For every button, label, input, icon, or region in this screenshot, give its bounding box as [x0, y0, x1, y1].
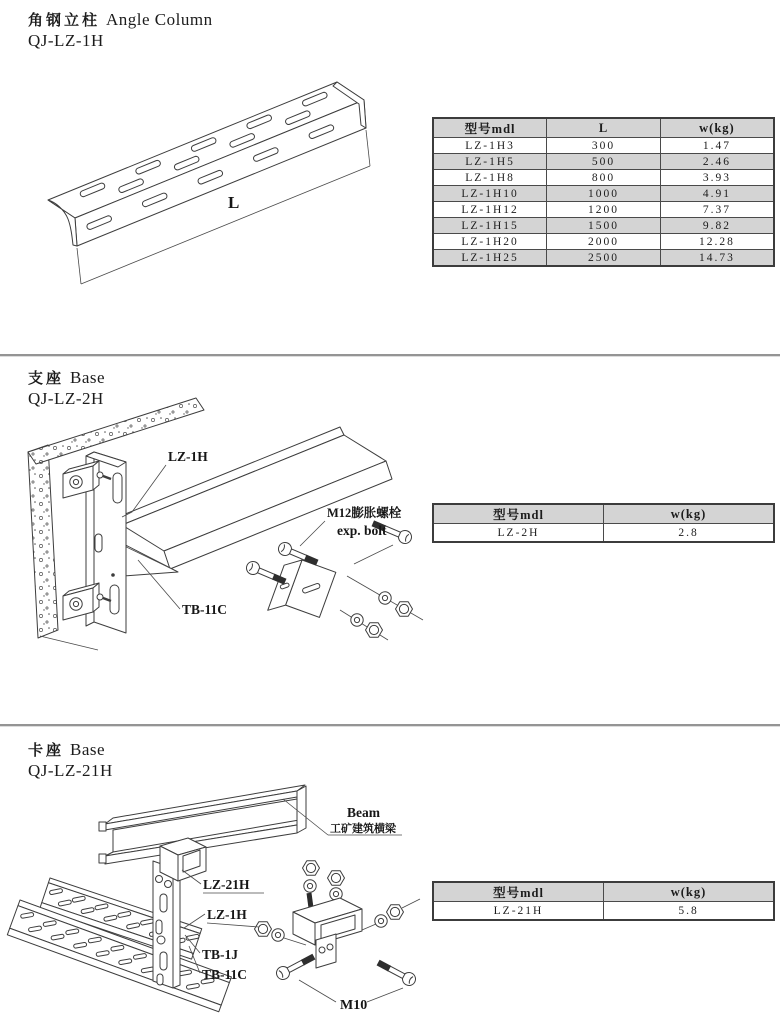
expansion-bolt-assembly [244, 517, 423, 640]
col-header-model: 型号mdl [433, 882, 604, 902]
model-code: QJ-LZ-21H [28, 761, 113, 780]
table-row [433, 202, 774, 218]
section-divider [0, 354, 780, 356]
spec-table-base [432, 503, 775, 543]
col-header-length: L [547, 118, 661, 138]
table-cell: 800 [547, 170, 661, 186]
angle-column-figure [48, 82, 370, 284]
table-header-row [433, 882, 774, 902]
table-cell: LZ-1H12 [433, 202, 547, 218]
clamp-base-drawing [10, 782, 440, 1016]
table-cell: 1000 [547, 186, 661, 202]
table-cell: LZ-1H8 [433, 170, 547, 186]
table-cell: 2.8 [604, 524, 775, 543]
label-beam-en: Beam [347, 805, 380, 820]
table-row [433, 138, 774, 154]
table-cell: 4.91 [660, 186, 774, 202]
table-cell: 1500 [547, 218, 661, 234]
label-bolt: M10 [340, 998, 368, 1013]
col-header-weight: w(kg) [660, 118, 774, 138]
table-row [433, 524, 774, 543]
table-cell: 7.37 [660, 202, 774, 218]
table-row [433, 250, 774, 267]
section-title-angle-column [28, 10, 213, 51]
m10-bolt [274, 951, 317, 982]
spec-table-angle-column [432, 117, 775, 267]
label-column: LZ-1H [207, 907, 247, 922]
table-row [433, 234, 774, 250]
table-cell: 1.47 [660, 138, 774, 154]
table-row [433, 186, 774, 202]
label-beam-cn: 工矿建筑横梁 [330, 823, 396, 835]
title-en: Angle Column [106, 10, 213, 29]
table-cell: LZ-2H [433, 524, 604, 543]
table-cell: LZ-1H3 [433, 138, 547, 154]
title-cn: 角钢立柱 [28, 13, 101, 29]
title-en: Base [70, 368, 106, 387]
model-code: QJ-LZ-1H [28, 31, 104, 50]
table-cell: 3.93 [660, 170, 774, 186]
col-header-model: 型号mdl [433, 504, 604, 524]
label-anchor-cn: M12膨胀螺栓 [327, 506, 402, 520]
length-dim-label: L [228, 193, 240, 212]
title-cn: 支座 [28, 371, 65, 387]
beam-clamp [160, 838, 206, 881]
table-cell: 2000 [547, 234, 661, 250]
label-joint-a: TB-1J [202, 947, 239, 962]
table-cell: 9.82 [660, 218, 774, 234]
table-cell: 14.73 [660, 250, 774, 267]
table-cell: LZ-21H [433, 902, 604, 921]
table-cell: LZ-1H25 [433, 250, 547, 267]
table-cell: 2500 [547, 250, 661, 267]
table-header-row [433, 118, 774, 138]
spec-table-clamp-base [432, 881, 775, 921]
table-cell: 300 [547, 138, 661, 154]
table-row [433, 902, 774, 921]
table-cell: 500 [547, 154, 661, 170]
base-bracket-drawing [10, 388, 440, 688]
label-column: LZ-1H [168, 449, 208, 464]
table-cell: LZ-1H5 [433, 154, 547, 170]
cantilever-arm [118, 427, 392, 569]
title-en: Base [70, 740, 106, 759]
table-cell: 12.28 [660, 234, 774, 250]
m10-bolt [375, 957, 418, 988]
top-flange [48, 82, 364, 218]
anchor-angle-plate [268, 555, 336, 628]
table-row [433, 154, 774, 170]
table-cell: LZ-1H20 [433, 234, 547, 250]
table-cell: 1200 [547, 202, 661, 218]
col-header-model: 型号mdl [433, 118, 547, 138]
table-header-row [433, 504, 774, 524]
section-divider [0, 724, 780, 726]
table-row [433, 218, 774, 234]
title-cn: 卡座 [28, 743, 65, 759]
col-header-weight: w(kg) [604, 504, 775, 524]
table-row [433, 170, 774, 186]
table-cell: 5.8 [604, 902, 775, 921]
clamp-exploded-assembly [255, 861, 421, 988]
section-title-clamp-base [28, 740, 113, 781]
label-arm: TB-11C [182, 602, 228, 617]
table-cell: LZ-1H15 [433, 218, 547, 234]
label-clamp: LZ-21H [203, 877, 250, 892]
table-cell: LZ-1H10 [433, 186, 547, 202]
col-header-weight: w(kg) [604, 882, 775, 902]
model-code: QJ-LZ-2H [28, 389, 104, 408]
angle-column-drawing [20, 72, 420, 292]
table-cell: 2.46 [660, 154, 774, 170]
label-anchor-en: exp. bolt [337, 523, 387, 538]
label-joint-b: TB-11C [202, 967, 248, 982]
